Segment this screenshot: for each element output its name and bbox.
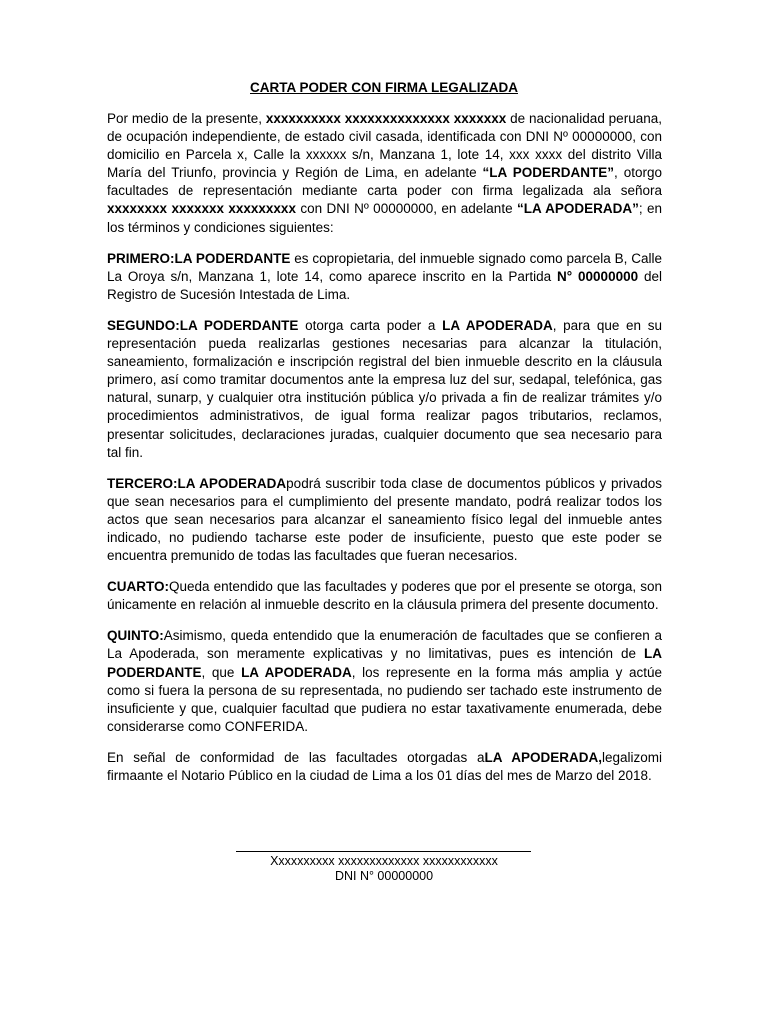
grantor-name: xxxxxxxxxx xxxxxxxxxxxxxx xxxxxxx xyxy=(265,111,507,126)
closing-paragraph xyxy=(107,749,662,785)
clause-text: podrá suscribir toda clase de documentos públicos y privados que sean necesarios para el cumplimiento del presente mandato, podrá realizar todos los actos que sean necesarios para alcanzar el saneamiento físico legal del inmueble antes indicado, no pudiendo tacharse este poder de insuficiente, puesto que este poder se encuentra premunido de todas las facultades que fueran necesarios. xyxy=(107,475,662,564)
signature-dni: DNI N° 00000000 xyxy=(334,869,434,883)
clause-heading: CUARTO: xyxy=(107,579,169,595)
closing-text: legalizomi firmaante el Notario Público en la ciudad de Lima a los 01 días del mes de Marzo del 2018. xyxy=(107,749,662,783)
grantor-alias: LA PODERDANTE xyxy=(107,646,662,680)
clause-text: otorga carta poder a xyxy=(298,317,443,333)
clause-heading: TERCERO:LA APODERADA xyxy=(107,475,287,491)
intro-paragraph xyxy=(107,110,662,237)
intro-text-5: ; en los términos y condiciones siguientes: xyxy=(107,201,663,235)
clause-text: Queda entendido que las facultades y poderes que por el presente se otorga, son únicamente en relación al inmueble descrito en la cláusula primera del presente documento. xyxy=(107,579,662,613)
clause-text: del Registro de Sucesión Intestada de Lima. xyxy=(107,268,662,302)
attorney-alias: LA APODERADA, xyxy=(484,749,602,765)
clause-text: Asimismo, queda entendido que la enumeración de facultades que se confieren a La Apoderada, son meramente explicativas y no limitativas, pues es intención de xyxy=(107,628,662,662)
intro-text-4: con DNI Nº 00000000, en adelante xyxy=(295,201,517,217)
document-title: CARTA PODER CON FIRMA LEGALIZADA xyxy=(250,80,518,95)
clause-tercero xyxy=(107,475,662,565)
clause-primero xyxy=(107,250,662,304)
closing-text: En señal de conformidad de las facultades otorgadas a xyxy=(107,749,485,765)
clause-text: , que xyxy=(201,664,242,680)
intro-text-1: Por medio de la presente, xyxy=(107,111,266,126)
intro-text-2: de nacionalidad peruana, de ocupación independiente, de estado civil casada, identificada con DNI Nº 00000000, con domicilio en Parcela x, Calle la xxxxxx s/n, Manzana 1, lote 14, xxx xxxx del distrito Villa María del Triunfo, provincia y Región de Lima, en adelante xyxy=(107,111,662,181)
clause-text: , los represente en la forma más amplia y actúe como si fuera la persona de su representada, no pudiendo ser tachado este instrumento de insuficiente y que, cualquier facultad que pudiera no estar taxativamente enumerada, debe considerarse como CONFERIDA. xyxy=(107,664,663,734)
attorney-alias: “LA APODERADA” xyxy=(516,201,639,217)
clause-quinto xyxy=(107,627,662,736)
intro-text-3: , otorgo facultades de representación mediante carta poder con firma legalizada ala señora xyxy=(107,165,663,199)
clause-heading: SEGUNDO:LA PODERDANTE xyxy=(107,317,299,333)
attorney-name: xxxxxxxx xxxxxxx xxxxxxxxx xyxy=(107,201,296,217)
clause-heading: PRIMERO:LA PODERDANTE xyxy=(107,250,291,266)
clause-text: , para que en su representación pueda realizarlas gestiones necesarias para alcanzar la titulación, saneamiento, formalización e inscripción registral del bien inmueble descrito en la cláusula primero, así como tramitar documentos ante la empresa luz del sur, sedapal, telefónica, gas natural, sunarp, y cualquier otra institución pública y/o privada a fin de realizar trámites y/o procedimientos administrativos, de igual forma realizar pagos tributarios, reclamos, presentar solicitudes, declaraciones juradas, cualquier documento que sea necesario para tal fin. xyxy=(107,317,662,460)
attorney-alias: LA APODERADA xyxy=(241,664,352,680)
clause-heading: QUINTO: xyxy=(107,628,164,644)
clause-text: es copropietaria, del inmueble signado como parcela B, Calle La Oroya s/n, Manzana 1, lote 14, como aparece inscrito en la Partida xyxy=(107,250,662,284)
document-body xyxy=(107,110,662,798)
signature-line xyxy=(236,851,531,852)
attorney-alias: LA APODERADA xyxy=(442,317,553,333)
grantor-alias: “LA PODERDANTE” xyxy=(482,165,615,181)
clause-segundo xyxy=(107,317,662,462)
clause-cuarto xyxy=(107,578,662,614)
signature-name: Xxxxxxxxxx xxxxxxxxxxxxx xxxxxxxxxxxx xyxy=(270,854,498,868)
partida-number: N° 00000000 xyxy=(557,268,639,284)
